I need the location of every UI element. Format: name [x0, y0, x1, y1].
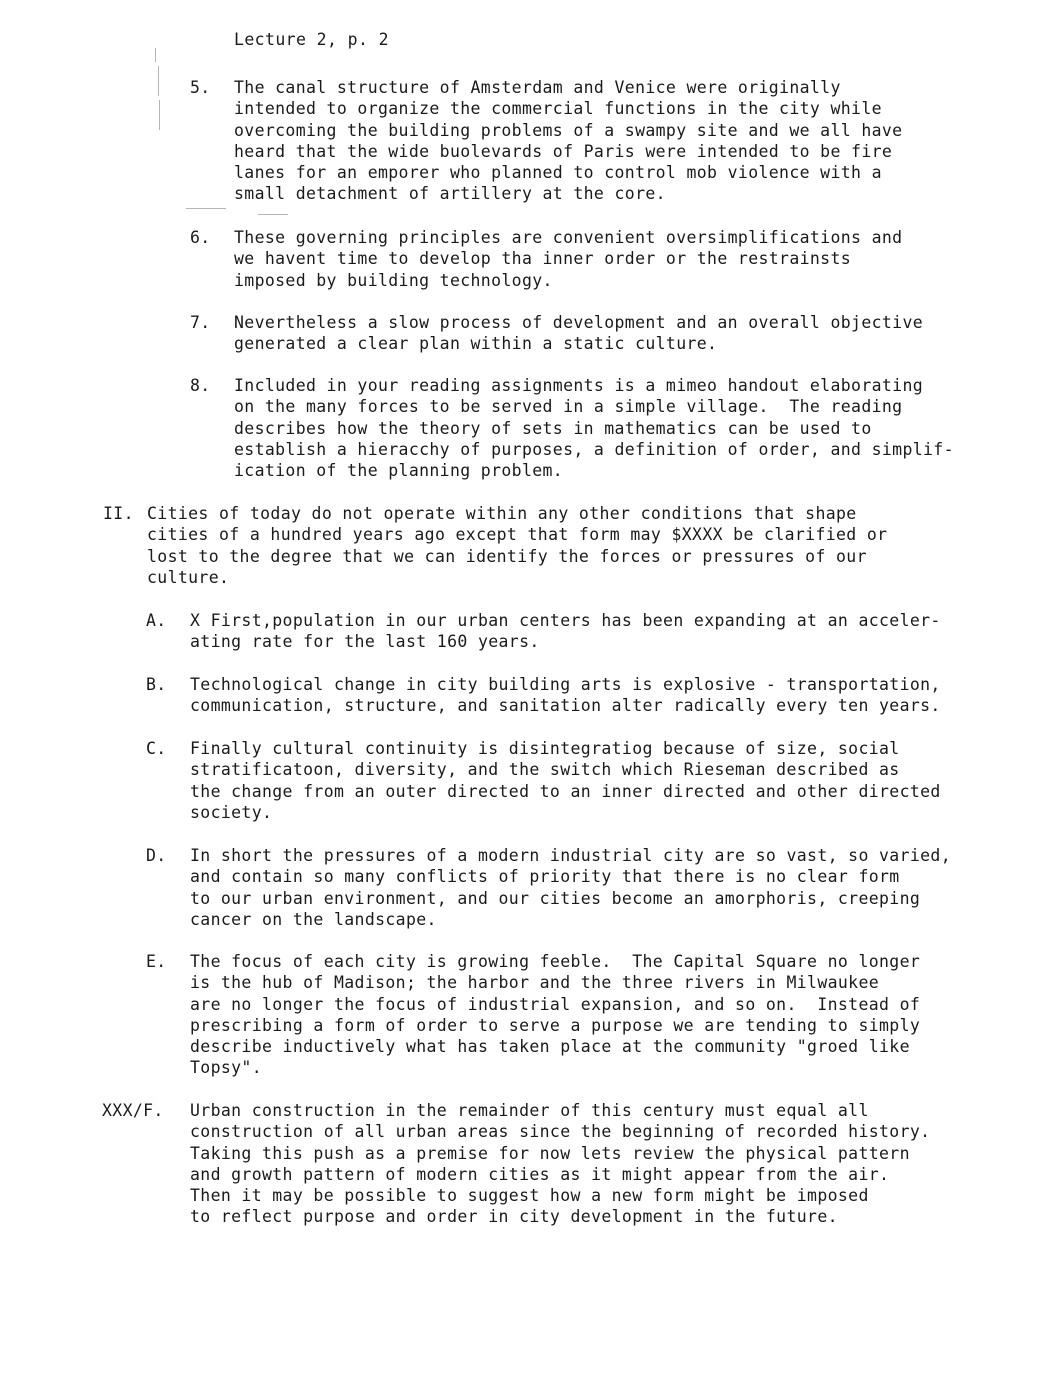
item-number: 8. [190, 376, 211, 395]
item-line: communication, structure, and sanitation alter radically every ten years. [190, 696, 941, 716]
item-line: X First,population in our urban centers has been expanding at an acceler- [190, 611, 941, 630]
item-number: B. [146, 675, 167, 694]
subitem-f [102, 1100, 930, 1228]
item-line: Included in your reading assignments is a mimeo handout elaborating [234, 376, 924, 395]
item-line: generated a clear plan within a static culture. [234, 334, 718, 354]
item-line: Nevertheless a slow process of development and an overall objective [234, 313, 924, 332]
item-line: we havent time to develop tha inner order or the restrainsts [234, 249, 852, 269]
item-line: intended to organize the commercial functions in the city while [234, 99, 882, 119]
section-ii [103, 503, 887, 588]
item-line: The focus of each city is growing feeble. The Capital Square no longer [190, 952, 921, 971]
item-line: to our urban environment, and our cities become an amorphoris, creeping [190, 888, 921, 908]
list-item-6 [190, 227, 902, 291]
item-line: cancer on the landscape. [190, 909, 437, 929]
scan-mark [258, 214, 288, 215]
item-line: The canal structure of Amsterdam and Venice were originally [234, 78, 841, 97]
list-item-7 [190, 312, 923, 355]
item-line: to reflect purpose and order in city development in the future. [190, 1207, 838, 1227]
item-number: E. [146, 952, 167, 971]
item-line: Taking this push as a premise for now lets review the physical pattern [190, 1143, 910, 1163]
subitem-d [146, 845, 951, 930]
section-line: cities of a hundred years ago except that form may $XXXX be clarified or [147, 525, 888, 545]
item-line: and contain so many conflicts of priority that there is no clear form [190, 867, 900, 887]
item-line: establish a hieracchy of purposes, a definition of order, and simplif- [234, 439, 954, 459]
item-line: society. [190, 802, 273, 822]
item-line: Topsy". [190, 1058, 262, 1078]
section-line: Cities of today do not operate within any other conditions that shape [147, 504, 857, 523]
section-line: culture. [147, 567, 230, 587]
item-line: the change from an outer directed to an inner directed and other directed [190, 781, 941, 801]
item-number: 5. [190, 78, 211, 97]
item-line: describe inductively what has taken place at the community "groed like [190, 1037, 910, 1057]
item-number: C. [146, 739, 167, 758]
item-line: overcoming the building problems of a swampy site and we all have [234, 120, 903, 140]
item-line: is the hub of Madison; the harbor and the three rivers in Milwaukee [190, 973, 880, 993]
item-line: prescribing a form of order to serve a purpose we are tending to simply [190, 1015, 921, 1035]
item-line: lanes for an emporer who planned to control mob violence with a [234, 163, 882, 183]
item-line: imposed by building technology. [234, 270, 553, 290]
subitem-b [146, 674, 941, 717]
item-number: 7. [190, 313, 211, 332]
scan-mark [159, 100, 160, 130]
item-number: D. [146, 846, 167, 865]
subitem-e [146, 951, 920, 1079]
subitem-c [146, 738, 941, 823]
item-line: describes how the theory of sets in mathematics can be used to [234, 418, 872, 438]
item-number: 6. [190, 228, 211, 247]
item-line: and growth pattern of modern cities as it might appear from the air. [190, 1164, 890, 1184]
subitem-a [146, 610, 941, 653]
item-line: In short the pressures of a modern industrial city are so vast, so varied, [190, 846, 952, 865]
scan-mark [158, 66, 159, 96]
item-line: Then it may be possible to suggest how a new form might be imposed [190, 1186, 869, 1206]
section-number: II. [103, 504, 134, 523]
item-line: are no longer the focus of industrial expansion, and so on. Instead of [190, 994, 921, 1014]
item-line: These governing principles are convenient oversimplifications and [234, 228, 903, 247]
item-line: stratificatoon, diversity, and the switch which Rieseman described as [190, 760, 900, 780]
item-line: Urban construction in the remainder of this century must equal all [190, 1101, 869, 1120]
item-number: XXX/F. [102, 1101, 164, 1120]
item-line: Finally cultural continuity is disintegratiog because of size, social [190, 739, 900, 758]
item-line: on the many forces to be served in a simple village. The reading [234, 397, 903, 417]
item-line: construction of all urban areas since the beginning of recorded history. [190, 1122, 931, 1142]
item-number: A. [146, 611, 167, 630]
item-line: Technological change in city building arts is explosive - transportation, [190, 675, 941, 694]
list-item-8 [190, 375, 954, 481]
section-line: lost to the degree that we can identify the forces or pressures of our [147, 546, 867, 566]
page-header: Lecture 2, p. 2 [234, 30, 390, 49]
item-line: ication of the planning problem. [234, 461, 564, 481]
item-line: small detachment of artillery at the core. [234, 184, 666, 204]
item-line: ating rate for the last 160 years. [190, 632, 540, 652]
scan-mark [155, 48, 156, 62]
scan-mark [186, 208, 226, 209]
list-item-5 [190, 77, 902, 205]
item-line: heard that the wide buolevards of Paris were intended to be fire [234, 141, 893, 161]
